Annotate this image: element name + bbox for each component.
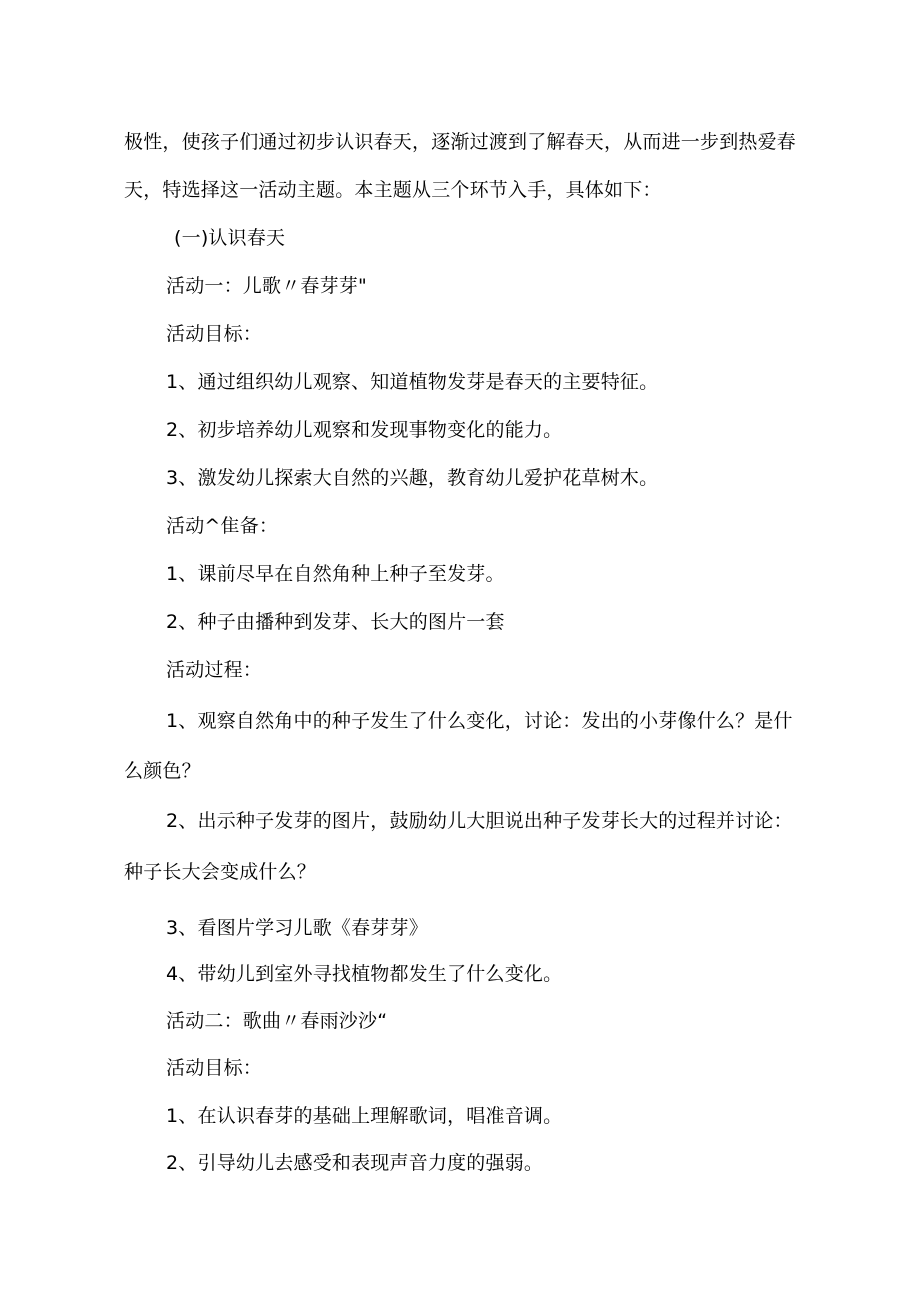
list-item: 1、通过组织幼儿观察、知道植物发芽是春天的主要特征。: [166, 371, 659, 393]
section-heading: (一)认识春天: [174, 227, 286, 249]
list-item: 1、观察自然角中的种子发生了什么变化，讨论：发出的小芽像什么？是什: [166, 710, 793, 732]
list-item: 2、出示种子发芽的图片，鼓励幼儿大胆说出种子发芽长大的过程并讨论：: [166, 810, 793, 832]
list-item: 2、初步培养幼儿观察和发现事物变化的能力。: [166, 419, 563, 441]
paragraph-line: 天，特选择这一活动主题。本主题从三个环节入手，具体如下：: [124, 179, 662, 201]
activity-title: 活动二：歌曲〃春雨沙沙“: [166, 1010, 388, 1032]
list-item: 2、种子由播种到发芽、长大的图片一套: [166, 611, 505, 633]
subheading: 活动目标：: [166, 323, 263, 345]
subheading: 活动^隹备：: [166, 515, 279, 537]
list-item: 1、在认识春芽的基础上理解歌词，唱准音调。: [166, 1105, 563, 1127]
list-item-continuation: 种子长大会变成什么？: [124, 861, 317, 883]
list-item: 3、看图片学习儿歌《春芽芽》: [166, 917, 428, 939]
paragraph-line: 极性，使孩子们通过初步认识春天，逐渐过渡到了解春天，从而进一步到热爱春: [124, 131, 797, 153]
list-item-continuation: 么颜色？: [124, 760, 201, 782]
list-item: 3、激发幼儿探索大自然的兴趣，教育幼儿爱护花草树木。: [166, 467, 659, 489]
subheading: 活动目标：: [166, 1057, 263, 1079]
list-item: 1、课前尽早在自然角种上种子至发芽。: [166, 563, 505, 585]
list-item: 4、带幼儿到室外寻找植物都发生了什么变化。: [166, 963, 563, 985]
subheading: 活动过程：: [166, 659, 263, 681]
list-item: 2、引导幼儿去感受和表现声音力度的强弱。: [166, 1152, 544, 1174]
activity-title: 活动一：儿歌〃春芽芽": [166, 275, 367, 297]
